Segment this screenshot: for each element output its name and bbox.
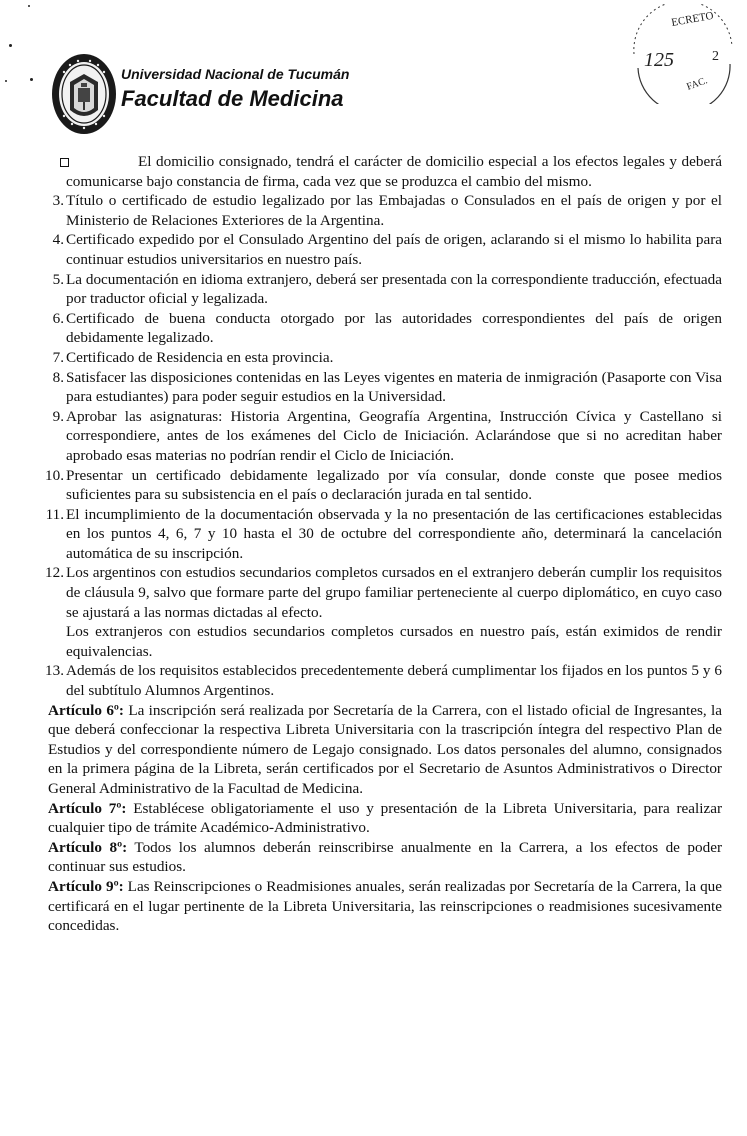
item-number: 11. xyxy=(45,505,64,523)
item-number: 9. xyxy=(52,407,64,425)
stamp-number: 125 xyxy=(644,49,674,71)
item-number: 7. xyxy=(52,348,64,366)
item-text: Título o certificado de estudio legalizado por las Embajadas o Consulados en el país de origen y por el Ministerio de Relaciones Exteriores de la Argentina. xyxy=(66,192,722,229)
bullet-text: El domicilio consignado, tendrá el carácter de domicilio especial a los efectos legales y deberá comunicarse bajo constancia de firma, cada vez que se produzca el cambio del mismo. xyxy=(66,153,722,190)
svg-text:ECRETO: ECRETO xyxy=(670,9,715,29)
article-6 xyxy=(48,701,722,799)
item-number: 13. xyxy=(45,662,64,680)
item-number: 3. xyxy=(52,192,64,210)
list-item xyxy=(45,466,722,505)
item-text: Aprobar las asignaturas: Historia Argentina, Geografía Argentina, Instrucción Cívica y Castellano si correspondiere, antes de los exámenes del Ciclo de Iniciación. Aclarándose que si no acreditan haber aprobado esas materias no podrían rendir el Ciclo de Iniciación. xyxy=(66,407,722,464)
item-text: Certificado de buena conducta otorgado por las autoridades correspondientes del país de origen debidamente legalizado. xyxy=(66,309,722,347)
list-item xyxy=(48,230,722,269)
scan-speck xyxy=(30,78,33,81)
article-text: La inscripción será realizada por Secretaría de la Carrera, con el listado oficial de Ingresantes, la que deberá confeccionar la respectiva Libreta Universitaria con la trascripción íntegra del respectivo Plan de Estudios y del correspondiente número de Legajo consignado. Los datos personales del alumno, consignados en la primera página de la Libreta, serán certificados por el Secretario de Asuntos Administrativos o Director General Administrativo de la Facultad de Medicina. xyxy=(48,701,722,797)
list-item xyxy=(48,191,722,230)
article-text: Todos los alumnos deberán reinscribirse anualmente en la Carrera, a los efectos de poder continuar sus estudios. xyxy=(48,838,722,876)
article-text: Establécese obligatoriamente el uso y presentación de la Libreta Universitaria, para realizar cualquier tipo de trámite Académico-Administrativo. xyxy=(48,799,722,837)
item-text: El incumplimiento de la documentación observada y la no presentación de las certificaciones establecidas en los puntos 4, 6, 7 y 10 hasta el 30 de octubre del correspondiente año, determinará la cancelación automática de su inscripción. xyxy=(66,505,722,562)
list-item xyxy=(48,309,722,348)
article-label: Artículo 6º: xyxy=(48,701,124,719)
item-text: Certificado de Residencia en esta provincia. xyxy=(66,348,334,366)
article-9 xyxy=(48,877,722,936)
list-item xyxy=(48,368,722,407)
page-number-stamp xyxy=(622,4,740,104)
document-body xyxy=(45,152,722,936)
scan-speck xyxy=(28,5,30,7)
item-text: Satisfacer las disposiciones contenidas en las Leyes vigentes en materia de inmigración (Pasaporte con Visa para estudiantes) para poder seguir estudios en la Universidad. xyxy=(66,368,722,406)
list-item xyxy=(48,270,722,309)
item-12-continuation: Los extranjeros con estudios secundarios completos cursados en nuestro país, están eximidos de rendir equivalencias. xyxy=(66,623,722,660)
article-label: Artículo 7º: xyxy=(48,799,127,817)
list-item xyxy=(48,348,722,368)
list-item xyxy=(48,152,722,191)
item-text: Además de los requisitos establecidos precedentemente deberá cumplimentar los fijados en los puntos 5 y 6 del subtítulo Alumnos Argentinos. xyxy=(66,662,722,700)
scan-speck xyxy=(5,80,7,82)
article-label: Artículo 8º: xyxy=(48,838,128,856)
item-number: 4. xyxy=(52,231,64,249)
item-text: Los argentinos con estudios secundarios completos cursados en el extranjero deberán cumplir los requisitos de cláusula 9, salvo que formare parte del grupo familiar perteneciente al cuerpo diplomático, en cuyo caso se ajustará a las normas dictadas al efecto. xyxy=(66,564,722,621)
item-number: 6. xyxy=(52,309,64,327)
article-text: Las Reinscripciones o Readmisiones anuales, serán realizadas por Secretaría de la Carrera, la que certificará en el lugar pertinente de la Libreta Universitaria, las reinscripciones o readmisiones sucesivamente concedidas. xyxy=(48,877,722,935)
article-7 xyxy=(48,799,722,838)
faculty-name: Facultad de Medicina xyxy=(121,86,344,111)
item-text: Certificado expedido por el Consulado Argentino del país de origen, aclarando si el mismo lo habilita para continuar estudios universitarios en nuestro país. xyxy=(66,231,722,268)
article-8 xyxy=(48,838,722,877)
university-name: Universidad Nacional de Tucumán xyxy=(121,66,350,82)
checkbox-bullet-icon xyxy=(60,158,69,167)
item-number: 10. xyxy=(45,466,64,484)
svg-text:2: 2 xyxy=(712,49,719,64)
item-number: 12. xyxy=(45,564,64,582)
item-text: Presentar un certificado debidamente legalizado por vía consular, donde conste que posee medios suficientes para su subsistencia en el país o declaración jurada en tal sentido. xyxy=(66,466,722,504)
scan-speck xyxy=(9,44,12,47)
list-item xyxy=(45,563,722,622)
item-text: La documentación en idioma extranjero, deberá ser presentada con la correspondiente traducción, efectuada por traductor oficial y legalizada. xyxy=(66,270,722,308)
article-label: Artículo 9º: xyxy=(48,877,124,895)
item-number: 5. xyxy=(52,270,64,288)
requirements-list xyxy=(45,191,722,622)
university-seal-logo xyxy=(50,52,118,136)
list-item xyxy=(48,407,722,466)
svg-text:FAC.: FAC. xyxy=(685,75,709,93)
list-item xyxy=(45,505,722,564)
list-item xyxy=(45,661,722,700)
item-number: 8. xyxy=(52,368,64,386)
